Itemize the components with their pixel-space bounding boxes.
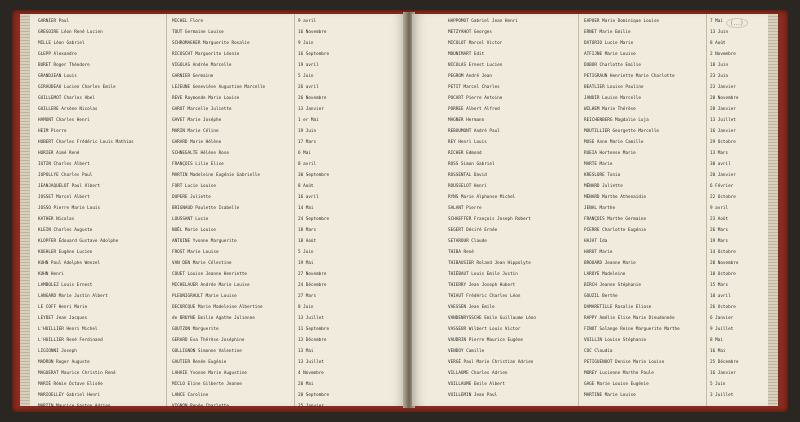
page-edge-left [20, 14, 30, 406]
birth-date: 20 Septembre [298, 393, 330, 398]
child-name: HUBERT Charles Frédéric Louis Mathias [38, 140, 134, 145]
mother-name: BEATLIER Louise Pauline [584, 85, 644, 90]
register-row [30, 27, 406, 38]
register-row [30, 38, 406, 49]
child-name: MILLE Léon Gabriel [38, 41, 85, 46]
child-name: VUILLAUME Emile Albert [448, 382, 505, 387]
mother-name: GARNIER Germaine [172, 74, 214, 79]
birth-date: 13 Juin [710, 30, 729, 35]
mother-name: RICOSCHT Marguerite Léonie [172, 52, 240, 57]
mother-name: DUPERE Juliette [172, 195, 211, 200]
register-row [412, 214, 768, 225]
register-row [30, 225, 406, 236]
birth-date: 11 Septembre [298, 327, 330, 332]
mother-name: MUSE Anne Marie Camille [584, 140, 644, 145]
child-name: LE COFF Henri Marie [38, 305, 88, 310]
birth-date: 18 Juin [710, 63, 729, 68]
birth-date: 26 Novembre [298, 96, 327, 101]
child-name: THIAUT Frédéric Charles Léon [448, 294, 521, 299]
mother-name: DAMARETILLE Rosalie Eliose [584, 305, 652, 310]
child-name: JOSSET Marcel Albert [38, 195, 90, 200]
mother-name: GAUTIER Renée Eugénie [172, 360, 227, 365]
mother-name: MARTE Marie [584, 162, 613, 167]
mother-name: BRIGNAUD Paulette Isabelle [172, 206, 240, 211]
birth-date: 20 Mai [298, 382, 314, 387]
child-name: GREGOIRE Léon René Lucien [38, 30, 103, 35]
register-row [30, 82, 406, 93]
birth-date: 4 Novembre [298, 371, 324, 376]
child-name: MICOLOT Marcel Victor [448, 41, 503, 46]
mother-name: FRANÇOIS Lilie Elise [172, 162, 224, 167]
register-row [30, 269, 406, 280]
child-name: VANDENRYSSCHE Emile Guillaume Léon [448, 316, 536, 321]
register-row [30, 203, 406, 214]
register-row [30, 390, 406, 401]
mother-name: MARTIN Madeleine Eugénie Gabrielle [172, 173, 260, 178]
register-row [30, 335, 406, 346]
register-row [30, 258, 406, 269]
mother-name: HAROT Marie [584, 250, 613, 255]
mother-name: COC Claudia [584, 349, 613, 354]
child-name: RYNS Marie Alphonse Michel [448, 195, 516, 200]
birth-date: 5 Juin [298, 250, 314, 255]
register-row [30, 148, 406, 159]
child-name: HAMONT Charles Henri [38, 118, 90, 123]
mother-name: MOREY Lucienne Marthe Paule [584, 371, 654, 376]
child-name: GLEPP Alexandre [38, 52, 77, 57]
child-name: THIBA René [448, 250, 474, 255]
register-row [412, 126, 768, 137]
register-row [30, 401, 406, 412]
birth-date: 16 Mai [710, 349, 726, 354]
birth-date: 8 Mai [710, 338, 723, 343]
register-row [30, 181, 406, 192]
birth-date: 5 Juin [298, 74, 314, 79]
child-name: GUILLERE Arsène Nicolas [38, 107, 98, 112]
register-row [412, 192, 768, 203]
register-row [412, 335, 768, 346]
birth-date: 19 avril [298, 63, 319, 68]
birth-date: 6 Mai [298, 151, 311, 156]
mother-name: REICHENBERG Magdalie Luja [584, 118, 649, 123]
mother-name: LAROYE Madeleine [584, 272, 626, 277]
register-row [412, 38, 768, 49]
mother-name: BROUARD Jeanne Marie [584, 261, 636, 266]
register-row [412, 159, 768, 170]
birth-date: 16 Janvier [710, 371, 736, 376]
birth-date: 14 Octobre [710, 250, 736, 255]
child-name: KATHER Nicolas [38, 217, 75, 222]
birth-date: 28 Janvier [710, 107, 736, 112]
mother-name: EAPUER Marie Dominique Louise [584, 19, 660, 24]
mother-name: WILHEM Marie Thérèse [584, 107, 636, 112]
register-row [412, 137, 768, 148]
mother-name: FRANÇOIS Marthe Germaine [584, 217, 647, 222]
child-name: VUILLEMIN Jean Paul [448, 393, 498, 398]
child-name: MARTIN Maurice Gaston Adrien [38, 404, 111, 409]
child-name: LIGIONNI Joseph [38, 349, 77, 354]
mother-name: KRESLORE Tonia [584, 173, 621, 178]
mother-name: GOLLIGNON Simonne Valentine [172, 349, 242, 354]
left-register-list [30, 16, 406, 412]
birth-date: 27 Mars [298, 294, 317, 299]
child-name: GIRAUDEAU Lucien Charles Emile [38, 85, 116, 90]
mother-name: PETIGUENOOT Denise Marie Louise [584, 360, 665, 365]
child-name: ROUSSELOT Henri [448, 184, 487, 189]
mother-name: NOËL Marie Louise [172, 228, 216, 233]
birth-date: 26 Mars [710, 228, 729, 233]
birth-date: 23 Août [710, 217, 729, 222]
birth-date: 29 Octobre [710, 140, 736, 145]
birth-date: 17 Mars [298, 140, 317, 145]
mother-name: DUBOR Charlotte Emilie [584, 63, 641, 68]
child-name: L'HUILLIER René Ferdinand [38, 338, 103, 343]
mother-name: TOUT Germaine Louise [172, 30, 224, 35]
register-row [412, 302, 768, 313]
mother-name: PLEUNIGRAULT Marie Louise [172, 294, 237, 299]
child-name: SCHAEFFER François Joseph Robert [448, 217, 531, 222]
child-name: NICOLAS Ernest Lucien [448, 63, 503, 68]
birth-date: 10 avril [710, 294, 731, 299]
child-name: HURIER Aimé René [38, 151, 80, 156]
child-name: JUPOLLYE Charles Paul [38, 173, 93, 178]
register-row [30, 16, 406, 27]
child-name: PETIT Marcel Charles [448, 85, 500, 90]
birth-date: 13 Janvier [298, 107, 324, 112]
mother-name: REVE Raymonde Marie Louise [172, 96, 240, 101]
register-row [30, 126, 406, 137]
register-row [412, 368, 768, 379]
mother-name: HAJAT Ida [584, 239, 608, 244]
mother-name: ANTOINE Yvonne Marguerite [172, 239, 237, 244]
register-row [30, 346, 406, 357]
mother-name: ERNET Marie Emilie [584, 30, 631, 35]
mother-name: SCHROMAEKER Marguerite Rosalie [172, 41, 250, 46]
mother-name: GAVET Marie Joséphe [172, 118, 222, 123]
mother-name: FINOT Solange Reine Marguerite Marthe [584, 327, 680, 332]
birth-date: 23 Janvier [710, 85, 736, 90]
child-name: MARIÉ Rémie Octave Elisée [38, 382, 103, 387]
register-row [412, 346, 768, 357]
mother-name: LAHAIE Yvonne Marie Augustine [172, 371, 248, 376]
mother-name: MÉNARD Marthe Athenaidie [584, 195, 647, 200]
birth-date: 22 Octobre [710, 195, 736, 200]
child-name: L'HUILLIER Henri Michel [38, 327, 98, 332]
child-name: BURET Roger Théodore [38, 63, 90, 68]
child-name: ROSSENTAL David [448, 173, 487, 178]
mother-name: GAROT Marcelle Juliette [172, 107, 232, 112]
child-name: HAPPOMOT Gabriel Jean Henri [448, 19, 518, 24]
register-row [30, 379, 406, 390]
mother-name: VIGOLAS Andrée Marcelle [172, 63, 232, 68]
birth-date: 27 Novembre [298, 272, 327, 277]
child-name: VASSEUR Wilbert Louis Victor [448, 327, 521, 332]
birth-date: 20 Novembre [710, 261, 739, 266]
mother-name: BIRCH Jeanne Stéphanie [584, 283, 641, 288]
mother-name: LEJEUNE Geneviève Augustine Marcelle [172, 85, 266, 90]
mother-name: PETIGRAUN Henriette Marie Charlotte [584, 74, 675, 79]
mother-name: FROST Marie Louise [172, 250, 219, 255]
child-name: JEANJAQUELOT Paul Albert [38, 184, 101, 189]
corner-pencil-note: (…) [726, 18, 748, 28]
birth-date: 16 Septembre [298, 52, 330, 57]
birth-date: 8 Juin [298, 305, 314, 310]
child-name: LEYDET Jean Jacques [38, 316, 88, 321]
mother-name: VAN DEN Marie Célestine [172, 261, 232, 266]
mother-name: VIGNON Renée Charlotte [172, 404, 229, 409]
register-row [412, 27, 768, 38]
birth-date: 8 Août [710, 41, 726, 46]
child-name: RICHER Edmond [448, 151, 482, 156]
birth-date: 2 Novembre [710, 52, 736, 57]
birth-date: 18 Mars [298, 228, 317, 233]
register-row [412, 258, 768, 269]
birth-date: 9 Juillet [710, 327, 734, 332]
register-row [30, 159, 406, 170]
birth-date: 20 Janvier [710, 173, 736, 178]
register-row [412, 357, 768, 368]
birth-date: 5 Juin [710, 382, 726, 387]
child-name: GARNIER Paul [38, 19, 70, 24]
birth-date: 16 avril [298, 195, 319, 200]
register-row [412, 390, 768, 401]
mother-name: MOUTILLIER Georgette Marcelle [584, 129, 660, 134]
birth-date: 20 Novembre [710, 96, 739, 101]
birth-date: 16 Janvier [710, 129, 736, 134]
child-name: REBOUMONT André Paul [448, 129, 500, 134]
register-row [30, 247, 406, 258]
birth-date: 30 avril [710, 162, 731, 167]
register-row [412, 203, 768, 214]
register-row [30, 60, 406, 71]
mother-name: de BRUYNE Emilie Agathe Julienne [172, 316, 255, 321]
birth-date: 7 Mai [710, 19, 723, 24]
child-name: THIÉBAUT Louis Emile Justin [448, 272, 518, 277]
mother-name: MICLO Eline Gilberte Jeanne [172, 382, 242, 387]
mother-name: MARIN Marie Céline [172, 129, 219, 134]
page-edge-right [768, 14, 778, 406]
birth-date: 13 Mars [710, 151, 729, 156]
register-row [412, 181, 768, 192]
child-name: VILLAUME Charles Adrien [448, 371, 508, 376]
register-row [412, 115, 768, 126]
register-row [412, 291, 768, 302]
child-name: THIERRY Jean Joseph Hubert [448, 283, 516, 288]
child-name: KLEIN Charles Auguste [38, 228, 93, 233]
child-name: REY Henri Louis [448, 140, 487, 145]
birth-date: 9 Juin [298, 41, 314, 46]
mother-name: PIERRE Charlotte Eugénie [584, 228, 647, 233]
birth-date: 6 Février [710, 184, 734, 189]
register-row [30, 93, 406, 104]
register-row [412, 49, 768, 60]
birth-date: 19 Mars [710, 239, 729, 244]
register-row [30, 368, 406, 379]
register-row [412, 82, 768, 93]
mother-name: MÉNARD Juliette [584, 184, 623, 189]
birth-date: 25 Janvier [298, 404, 324, 409]
child-name: PEGROM André Jean [448, 74, 492, 79]
register-row [30, 71, 406, 82]
birth-date: 14 Mai [298, 206, 314, 211]
mother-name: DATORIO Lucie Marie [584, 41, 634, 46]
birth-date: 19 Mai [298, 261, 314, 266]
child-name: KOEHLER Eugène Lucien [38, 250, 93, 255]
register-row [412, 313, 768, 324]
mother-name: RAPPY Amélie Elise Marie Dieudonnée [584, 316, 675, 321]
birth-date: 13 Juillet [298, 316, 324, 321]
register-row [412, 247, 768, 258]
register-row [412, 60, 768, 71]
birth-date: 1 er Mai [298, 118, 319, 123]
register-row [30, 49, 406, 60]
child-name: LANGARD Marie Justin Albert [38, 294, 108, 299]
child-name: JOSSO Pierre Marie Louis [38, 206, 101, 211]
birth-date: 25 Décembre [710, 360, 739, 365]
register-row [30, 115, 406, 126]
mother-name: GOUZIL Berthe [584, 294, 618, 299]
mother-name: LOUSSANT Lucie [172, 217, 209, 222]
register-row [412, 324, 768, 335]
register-row [412, 16, 768, 27]
mother-name: GOUTZON Marguerite [172, 327, 219, 332]
child-name: MAGUERAT Maurice Christin René [38, 371, 116, 376]
register-row [30, 236, 406, 247]
birth-date: 13 Décembre [298, 338, 327, 343]
register-row [30, 214, 406, 225]
child-name: PORREE Albert Alfred [448, 107, 500, 112]
mother-name: JENAL Marthe [584, 206, 616, 211]
birth-date: 10 Octobre [710, 272, 736, 277]
birth-date: 8 avril [298, 162, 317, 167]
child-name: VENDOY Camille [448, 349, 485, 354]
register-row [412, 93, 768, 104]
mother-name: GAGE Marie Louise Eugénie [584, 382, 649, 387]
birth-date: 18 Août [298, 239, 317, 244]
mother-name: LANCE Caroline [172, 393, 209, 398]
register-row [412, 71, 768, 82]
register-row [412, 148, 768, 159]
register-row [412, 379, 768, 390]
mother-name: RUEIA Hortense Marie [584, 151, 636, 156]
birth-date: 3 Juillet [710, 393, 734, 398]
child-name: METZYAHOT Georges [448, 30, 492, 35]
birth-date: 24 Septembre [298, 217, 330, 222]
register-row [30, 192, 406, 203]
child-name: HEIM Pierre [38, 129, 67, 134]
mother-name: VUILLIN Louise Stéphanie [584, 338, 647, 343]
mother-name: SCHNEGALTE Hélène Rose [172, 151, 229, 156]
child-name: KLOPFER Édouard Gustave Adolphe [38, 239, 119, 244]
register-row [412, 104, 768, 115]
register-row [412, 170, 768, 181]
child-name: VAUDRIN Pierre Maurice Eugène [448, 338, 524, 343]
birth-date: 24 Décembre [298, 283, 327, 288]
child-name: KUHN Henri [38, 272, 64, 277]
birth-date: 13 Juillet [710, 118, 736, 123]
register-row [412, 236, 768, 247]
mother-name: DECORCQUE Marie Madeleine Albertine [172, 305, 263, 310]
child-name: THIBAUSIER Roland Jean Hippolyte [448, 261, 531, 266]
mother-name: FORT Lucie Louise [172, 184, 216, 189]
mother-name: ATFIJNE Marie Louise [584, 52, 636, 57]
child-name: MOUNIMART Edit [448, 52, 485, 57]
child-name: MARIOELLEY Gabriel Henri [38, 393, 101, 398]
mother-name: JANOIR Louise Marcelle [584, 96, 641, 101]
child-name: KUHN Paul Adolphe Wenzel [38, 261, 101, 266]
register-row [412, 269, 768, 280]
mother-name: GARARD Marie Hélène [172, 140, 222, 145]
birth-date: 9 avril [710, 206, 729, 211]
birth-date: 6 Janvier [710, 316, 734, 321]
birth-date: 15 Mars [710, 283, 729, 288]
mother-name: GERARD Eva Thérèse Joséphine [172, 338, 245, 343]
child-name: SEGERT Désiré Ernée [448, 228, 498, 233]
left-page [30, 14, 406, 409]
register-row [30, 302, 406, 313]
birth-date: 30 Septembre [298, 173, 330, 178]
child-name: VAESSEN Jean Emile [448, 305, 495, 310]
register-row [30, 324, 406, 335]
register-row [30, 104, 406, 115]
register-row [30, 280, 406, 291]
register-row [30, 313, 406, 324]
child-name: SETAROUR Claude [448, 239, 487, 244]
right-page [412, 14, 768, 406]
register-row [30, 137, 406, 148]
right-register-list [412, 16, 768, 401]
child-name: ROSS Simon Gabriel [448, 162, 495, 167]
child-name: MADRON Roger Auguste [38, 360, 90, 365]
birth-date: 26 avril [298, 85, 319, 90]
birth-date: 9 avril [298, 19, 317, 24]
birth-date: 26 Octobre [710, 305, 736, 310]
child-name: LAMBOLEZ Louis Ernest [38, 283, 93, 288]
birth-date: 8 Août [298, 184, 314, 189]
child-name: GUILLEMOT Charles Abel [38, 96, 95, 101]
child-name: POCART Pierre Antoine [448, 96, 503, 101]
child-name: IUTIN Charles Albert [38, 162, 90, 167]
child-name: GRANDJEAN Louis [38, 74, 77, 79]
register-row [30, 357, 406, 368]
child-name: VERGÉ Paul Marie Christian Adrien [448, 360, 534, 365]
register-row [30, 170, 406, 181]
child-name: SALANT Pierre [448, 206, 482, 211]
child-name: MAGNER Hermann [448, 118, 485, 123]
birth-date: 13 Mai [298, 349, 314, 354]
birth-date: 16 Novembre [298, 30, 327, 35]
mother-name: MARTINE Marie Louise [584, 393, 636, 398]
mother-name: COUET Louise Jeanne Henriette [172, 272, 248, 277]
register-row [30, 291, 406, 302]
mother-name: MICHELAUER Andrée Marie Louise [172, 283, 250, 288]
birth-date: 19 Juin [298, 129, 317, 134]
birth-date: 23 Juin [710, 74, 729, 79]
register-row [412, 280, 768, 291]
register-row [412, 225, 768, 236]
birth-date: 13 Juillet [298, 360, 324, 365]
mother-name: MICHEL Flore [172, 19, 204, 24]
